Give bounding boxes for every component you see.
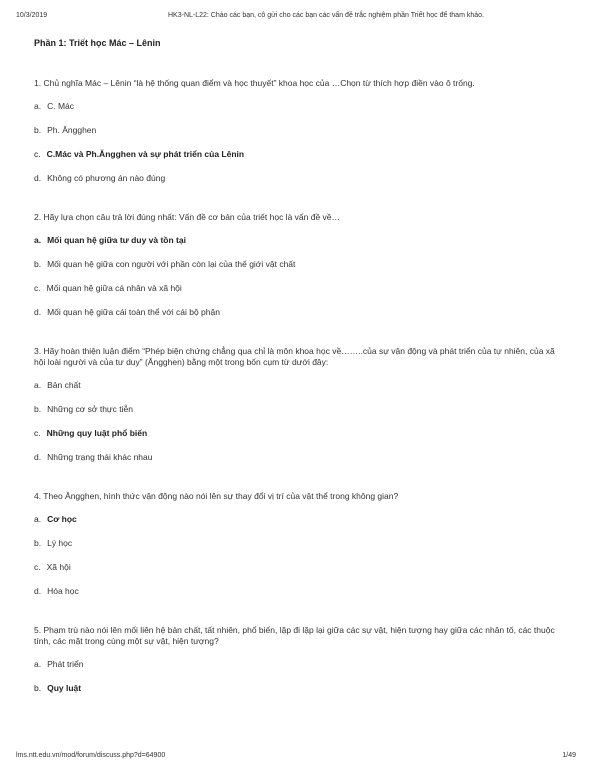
section-title: Phần 1: Triết học Mác – Lênin	[34, 38, 161, 48]
answer-text: Cơ học	[47, 514, 77, 524]
answer-text: Quy luật	[47, 683, 82, 693]
print-date: 10/3/2019	[16, 12, 48, 19]
answer-option[interactable]	[34, 404, 564, 417]
question-4	[34, 491, 564, 599]
answer-list	[34, 514, 564, 599]
answer-text: Không có phương án nào đúng	[47, 173, 166, 183]
answer-letter: d.	[34, 173, 42, 183]
answer-text: C. Mác	[47, 101, 75, 111]
answer-text: Những cơ sở thực tiễn	[47, 404, 133, 414]
question-2	[34, 212, 564, 320]
answer-letter: a.	[34, 380, 42, 390]
answer-letter: a.	[34, 659, 42, 669]
answer-text: Mối quan hệ giữa cái toàn thể với cái bộ phận	[47, 307, 220, 317]
answer-text: Bản chất	[47, 380, 81, 390]
answer-option[interactable]	[34, 380, 564, 393]
page-url: lms.ntt.edu.vn/mod/forum/discuss.php?d=64900	[16, 752, 166, 759]
answer-option-correct[interactable]	[34, 149, 564, 162]
answer-list	[34, 380, 564, 465]
answer-option[interactable]	[34, 259, 564, 272]
answer-letter: a.	[34, 514, 42, 524]
answer-letter: d.	[34, 307, 42, 317]
answer-option[interactable]	[34, 562, 564, 575]
answer-letter: c.	[34, 428, 41, 438]
answer-text: C.Mác và Ph.Ăngghen và sự phát triển của Lênin	[46, 149, 245, 159]
answer-option[interactable]	[34, 659, 564, 672]
question-text: 3. Hãy hoàn thiện luận điểm “Phép biện chứng chẳng qua chỉ là môn khoa học về……..của sự vận động và phát triển của tự nhiên, của xã hội loài người và của tư duy” (Ăngghen) bằng một trong bốn cụm từ dưới đây:	[34, 346, 555, 367]
answer-text: Mối quan hệ giữa con người với phần còn lại của thế giới vật chất	[47, 259, 296, 269]
answer-letter: b.	[34, 404, 42, 414]
answer-text: Mối quan hệ giữa tư duy và tồn tại	[47, 235, 186, 245]
answer-text: Phát triển	[47, 659, 84, 669]
answer-option[interactable]	[34, 452, 564, 465]
answer-list	[34, 659, 564, 696]
answer-letter: c.	[34, 562, 41, 572]
answer-option[interactable]	[34, 125, 564, 138]
page-header	[16, 12, 584, 24]
answer-option[interactable]	[34, 307, 564, 320]
answer-text: Những quy luật phổ biến	[46, 428, 148, 438]
answer-letter: d.	[34, 586, 42, 596]
answer-text: Mối quan hệ giữa cá nhân và xã hội	[46, 283, 182, 293]
page-footer	[16, 752, 584, 764]
question-text: 4. Theo Ăngghen, hình thức vận động nào nói lên sự thay đổi vị trí của vật thể trong không gian?	[34, 491, 399, 501]
answer-letter: d.	[34, 452, 42, 462]
answer-option[interactable]	[34, 586, 564, 599]
question-1	[34, 78, 564, 186]
answer-letter: b.	[34, 259, 42, 269]
answer-option[interactable]	[34, 283, 564, 296]
answer-letter: b.	[34, 683, 42, 693]
answer-letter: b.	[34, 125, 42, 135]
answer-list	[34, 235, 564, 320]
question-list	[34, 78, 564, 707]
answer-text: Hóa học	[47, 586, 79, 596]
answer-text: Xã hội	[46, 562, 71, 572]
question-3	[34, 346, 564, 465]
answer-option[interactable]	[34, 101, 564, 114]
answer-letter: b.	[34, 538, 42, 548]
answer-letter: c.	[34, 149, 41, 159]
answer-option-correct[interactable]	[34, 514, 564, 527]
answer-letter: a.	[34, 235, 42, 245]
page-number: 1/49	[562, 752, 576, 759]
answer-letter: a.	[34, 101, 42, 111]
question-text: 2. Hãy lựa chọn câu trả lời đúng nhất: Vấn đề cơ bản của triết học là vấn đề về…	[34, 212, 341, 222]
answer-option-correct[interactable]	[34, 235, 564, 248]
answer-option-correct[interactable]	[34, 683, 564, 696]
answer-text: Ph. Ăngghen	[47, 125, 97, 135]
question-text: 1. Chủ nghĩa Mác – Lênin “là hệ thống quan điểm và học thuyết” khoa học của …Chọn từ thích hợp điền vào ô trống.	[34, 78, 475, 88]
question-5	[34, 625, 564, 696]
answer-text: Lý học	[47, 538, 73, 548]
answer-list	[34, 101, 564, 186]
document-title: HK3-NL-L22: Chào các bạn, cô gửi cho các bạn các vấn đề trắc nghiệm phần Triết học để tham khảo.	[168, 12, 484, 19]
answer-option-correct[interactable]	[34, 428, 564, 441]
answer-letter: c.	[34, 283, 41, 293]
answer-option[interactable]	[34, 538, 564, 551]
answer-option[interactable]	[34, 173, 564, 186]
answer-text: Những trạng thái khác nhau	[47, 452, 153, 462]
question-text: 5. Phạm trù nào nói lên mối liên hệ bản chất, tất nhiên, phổ biến, lặp đi lặp lại giữa các sự vật, hiện tượng hay giữa các nhân tố, các thuộc tính, các mặt trong cùng một sự vật, hiện tượng?	[34, 625, 555, 646]
